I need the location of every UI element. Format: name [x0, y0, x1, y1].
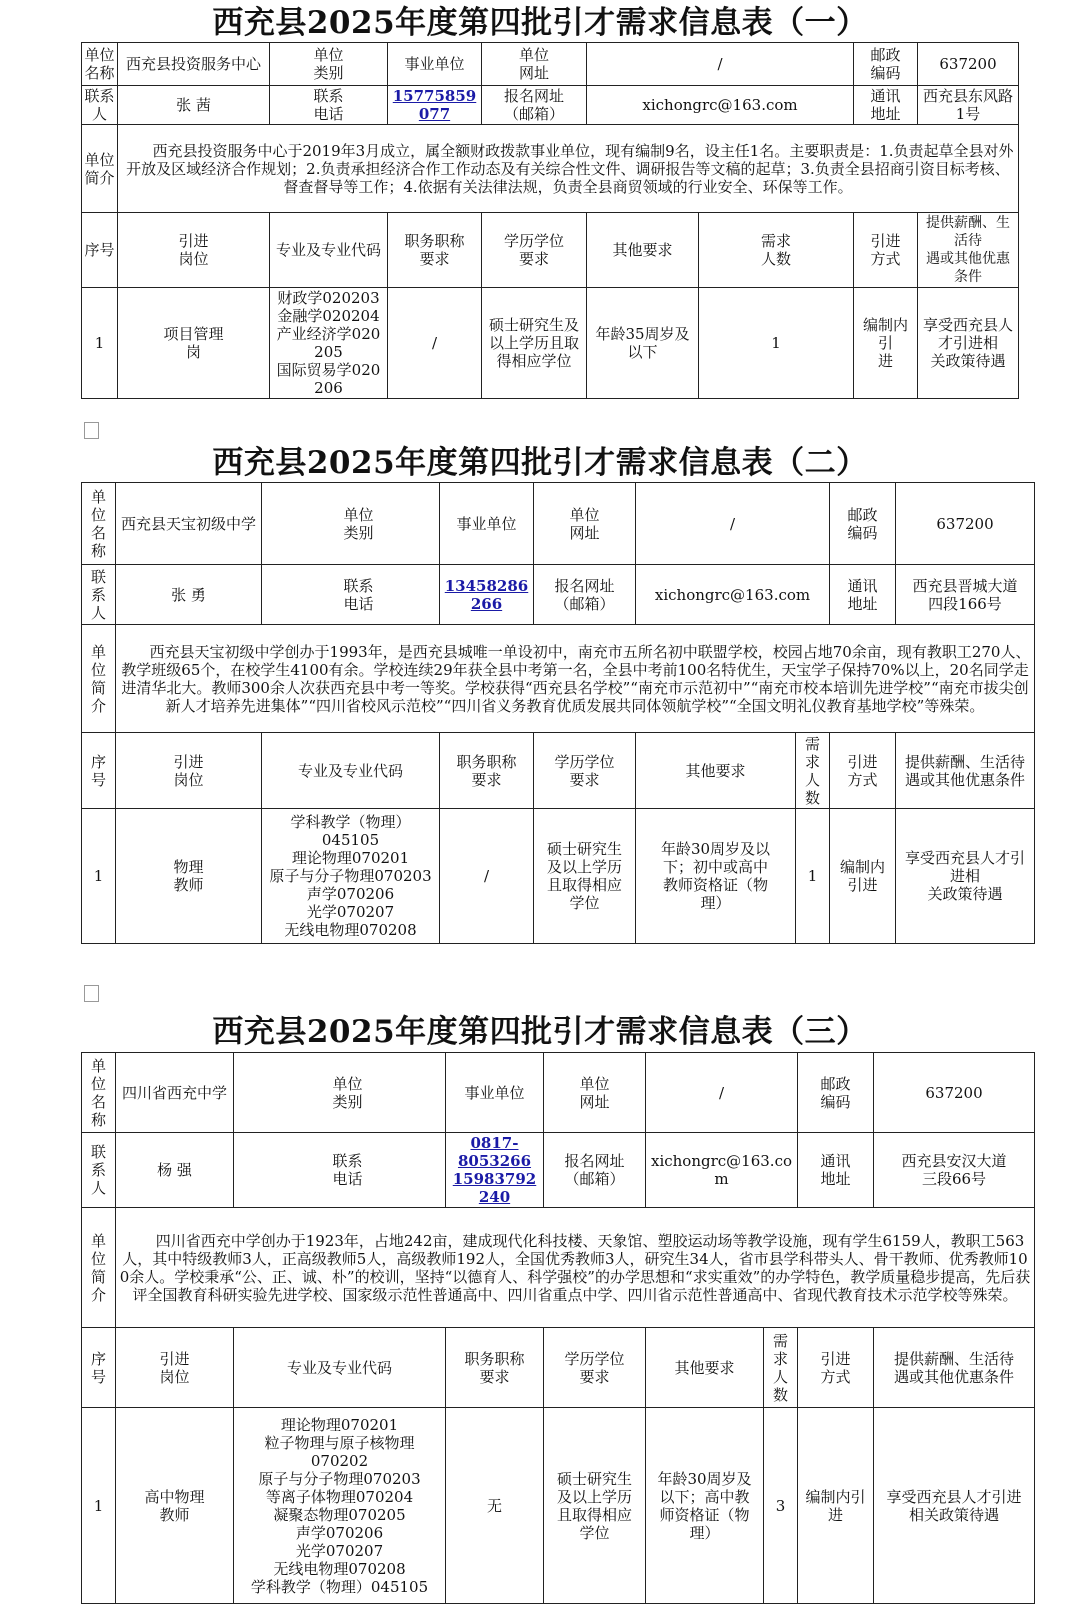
unit-site-value: /: [646, 1053, 798, 1133]
info-table-1: [81, 42, 1019, 399]
unit-name-label: 单位名称: [82, 43, 118, 86]
row-position: 高中物理 教师: [116, 1408, 234, 1604]
postcode-value: 637200: [874, 1053, 1035, 1133]
method-header: 引进 方式: [798, 1328, 874, 1408]
table-row: [82, 1408, 1035, 1604]
row-title-req: /: [388, 288, 482, 399]
row-majors: 理论物理070201 粒子物理与原子核物理 070202 原子与分子物理070203 等离子体物理070204 凝聚态物理070205 声学070206 光学070207 无线电物理070208 学科教学（物理）045105: [234, 1408, 446, 1604]
other-header: 其他要求: [587, 213, 699, 288]
apply-site-label: 报名网址 （邮箱）: [534, 565, 636, 625]
email-value: xichongrc@163.com: [646, 1133, 798, 1208]
info-table-3: [81, 1052, 1035, 1604]
seq-header: 序号: [82, 213, 118, 288]
benefit-header: 提供薪酬、生活待 遇或其他优惠条件: [918, 213, 1019, 288]
position-header: 引进 岗位: [116, 1328, 234, 1408]
row-count: 1: [699, 288, 854, 399]
unit-site-label: 单位 网址: [482, 43, 587, 86]
row-other: 年龄35周岁及 以下: [587, 288, 699, 399]
unit-site-label: 单位 网址: [544, 1053, 646, 1133]
row-benefit: 享受西充县人才引进相 关政策待遇: [918, 288, 1019, 399]
phone-link[interactable]: 13458286266: [444, 576, 529, 613]
row-edu: 硕士研究生 及以上学历 且取得相应 学位: [544, 1408, 646, 1604]
table-row: [82, 809, 1035, 944]
benefit-header: 提供薪酬、生活待 遇或其他优惠条件: [896, 733, 1035, 809]
table-3-title: 西充县2025年度第四批引才需求信息表（三）: [212, 1014, 868, 1050]
unit-name-value: 西充县天宝初级中学: [116, 483, 262, 565]
count-header: 需求人数: [764, 1328, 798, 1408]
other-header: 其他要求: [646, 1328, 764, 1408]
address-value: 西充县晋城大道 四段166号: [896, 565, 1035, 625]
phone-value[interactable]: [388, 86, 482, 125]
row-majors: 财政学020203 金融学020204 产业经济学020205 国际贸易学020206: [270, 288, 388, 399]
postcode-value: 637200: [896, 483, 1035, 565]
info-table-2: [81, 482, 1035, 944]
row-seq: 1: [82, 288, 118, 399]
phone-label: 联系 电话: [234, 1133, 446, 1208]
intro-label: 单位简介: [82, 125, 118, 213]
row-benefit: 享受西充县人才引进相 关政策待遇: [896, 809, 1035, 944]
address-value: 西充县东风路1号: [918, 86, 1019, 125]
contact-value: 张 茜: [118, 86, 270, 125]
row-count: 1: [796, 809, 830, 944]
phone-link[interactable]: 15775859077: [392, 87, 477, 123]
row-other: 年龄30周岁及 以下；高中教 师资格证（物 理）: [646, 1408, 764, 1604]
email-value: xichongrc@163.com: [587, 86, 854, 125]
row-edu: 硕士研究生及 以上学历且取 得相应学位: [482, 288, 587, 399]
table-row: [82, 288, 1019, 399]
unit-name-label: 单位名称: [82, 1053, 116, 1133]
address-label: 通讯 地址: [854, 86, 918, 125]
unit-type-value: 事业单位: [388, 43, 482, 86]
phone-value[interactable]: [446, 1133, 544, 1208]
count-header: 需求人数: [699, 213, 854, 288]
row-count: 3: [764, 1408, 798, 1604]
intro-label: 单位简介: [82, 1208, 116, 1328]
table-2-title: 西充县2025年度第四批引才需求信息表（二）: [212, 445, 868, 481]
unit-site-value: /: [636, 483, 830, 565]
other-header: 其他要求: [636, 733, 796, 809]
benefit-header: 提供薪酬、生活待 遇或其他优惠条件: [874, 1328, 1035, 1408]
method-header: 引进 方式: [830, 733, 896, 809]
seq-header: 序号: [82, 1328, 116, 1408]
address-label: 通讯 地址: [830, 565, 896, 625]
method-header: 引进 方式: [854, 213, 918, 288]
edu-header: 学历学位 要求: [482, 213, 587, 288]
postcode-label: 邮政 编码: [798, 1053, 874, 1133]
postcode-label: 邮政 编码: [830, 483, 896, 565]
phone-value[interactable]: [440, 565, 534, 625]
checkbox-marker: [84, 422, 99, 439]
row-benefit: 享受西充县人才引进 相关政策待遇: [874, 1408, 1035, 1604]
address-value: 西充县安汉大道 三段66号: [874, 1133, 1035, 1208]
row-edu: 硕士研究生 及以上学历 且取得相应 学位: [534, 809, 636, 944]
row-majors: 学科教学（物理） 045105 理论物理070201 原子与分子物理070203 声学070206 光学070207 无线电物理070208: [262, 809, 440, 944]
major-header: 专业及专业代码: [234, 1328, 446, 1408]
count-header: 需求人数: [796, 733, 830, 809]
edu-header: 学历学位 要求: [534, 733, 636, 809]
row-method: 编制内引 进: [798, 1408, 874, 1604]
phone-label: 联系 电话: [270, 86, 388, 125]
edu-header: 学历学位 要求: [544, 1328, 646, 1408]
apply-site-label: 报名网址 （邮箱）: [544, 1133, 646, 1208]
row-seq: 1: [82, 1408, 116, 1604]
unit-name-label: 单位名称: [82, 483, 116, 565]
row-position: 物理 教师: [116, 809, 262, 944]
apply-site-label: 报名网址 （邮箱）: [482, 86, 587, 125]
row-seq: 1: [82, 809, 116, 944]
contact-value: 张 勇: [116, 565, 262, 625]
major-header: 专业及专业代码: [270, 213, 388, 288]
contact-label: 联系人: [82, 1133, 116, 1208]
row-method: 编制内引 进: [854, 288, 918, 399]
contact-label: 联系人: [82, 86, 118, 125]
unit-type-label: 单位 类别: [262, 483, 440, 565]
phone-label: 联系 电话: [262, 565, 440, 625]
intro-text: 四川省西充中学创办于1923年，占地242亩，建成现代化科技楼、天象馆、塑胶运动场等教学设施，现有学生6159人，教职工563人，其中特级教师3人，正高级教师5人，高级教师192人，全国优秀教师3人，研究生34人，省市县学科带头人、骨干教师、优秀教师100余人。学校秉承“公、正、诚、朴”的校训，坚持“以德育人、科学强校”的办学思想和“求实重效”的办学特色，教学质量稳步提高，先后获评全国教育科研实验先进学校、国家级示范性普通高中、四川省重点中学、四川省示范性普通高中、省现代教育技术示范学校等殊荣。: [116, 1208, 1035, 1328]
row-title-req: /: [440, 809, 534, 944]
unit-name-value: 西充县投资服务中心: [118, 43, 270, 86]
postcode-value: 637200: [918, 43, 1019, 86]
intro-text: 西充县投资服务中心于2019年3月成立，属全额财政拨款事业单位，现有编制9名，设主任1名。主要职责是：1.负责起草全县对外开放及区域经济合作规划；2.负责承担经济合作工作动态及有关综合性文件、调研报告等文稿的起草；3.负责全县招商引资目标考核、督查督导等工作；4.依据有关法律法规，负责全县商贸领域的行业安全、环保等工作。: [118, 125, 1019, 213]
unit-type-label: 单位 类别: [270, 43, 388, 86]
contact-value: 杨 强: [116, 1133, 234, 1208]
email-value: xichongrc@163.com: [636, 565, 830, 625]
address-label: 通讯 地址: [798, 1133, 874, 1208]
major-header: 专业及专业代码: [262, 733, 440, 809]
unit-type-value: 事业单位: [446, 1053, 544, 1133]
title-req-header: 职务职称 要求: [446, 1328, 544, 1408]
unit-name-value: 四川省西充中学: [116, 1053, 234, 1133]
contact-label: 联系人: [82, 565, 116, 625]
row-title-req: 无: [446, 1408, 544, 1604]
table-1-title: 西充县2025年度第四批引才需求信息表（一）: [212, 5, 868, 41]
title-req-header: 职务职称 要求: [440, 733, 534, 809]
row-other: 年龄30周岁及以 下；初中或高中 教师资格证（物 理）: [636, 809, 796, 944]
title-req-header: 职务职称 要求: [388, 213, 482, 288]
unit-type-label: 单位 类别: [234, 1053, 446, 1133]
position-header: 引进 岗位: [116, 733, 262, 809]
intro-text: 西充县天宝初级中学创办于1993年，是西充县城唯一单设初中，南充市五所名初中联盟学校，校园占地70余亩，现有教职工270人、教学班级65个，在校学生4100有余。学校连续29年获全县中考第一名，全县中考前100名特优生，天宝学子保持70%以上，20名同学走进清华北大。教师300余人次获西充县中考一等奖。学校获得“西充县名学校”“南充市示范初中”“南充市校本培训先进学校”“南充市拔尖创新人才培养先进集体”“四川省校风示范校”“四川省义务教育优质发展共同体领航学校”“全国文明礼仪教育基地学校”等殊荣。: [116, 625, 1035, 733]
row-method: 编制内 引进: [830, 809, 896, 944]
unit-type-value: 事业单位: [440, 483, 534, 565]
unit-site-label: 单位 网址: [534, 483, 636, 565]
row-position: 项目管理 岗: [118, 288, 270, 399]
checkbox-marker: [84, 985, 99, 1002]
position-header: 引进 岗位: [118, 213, 270, 288]
intro-label: 单位简介: [82, 625, 116, 733]
phone-link[interactable]: 0817- 8053266 15983792240: [452, 1134, 537, 1206]
postcode-label: 邮政 编码: [854, 43, 918, 86]
seq-header: 序号: [82, 733, 116, 809]
unit-site-value: /: [587, 43, 854, 86]
